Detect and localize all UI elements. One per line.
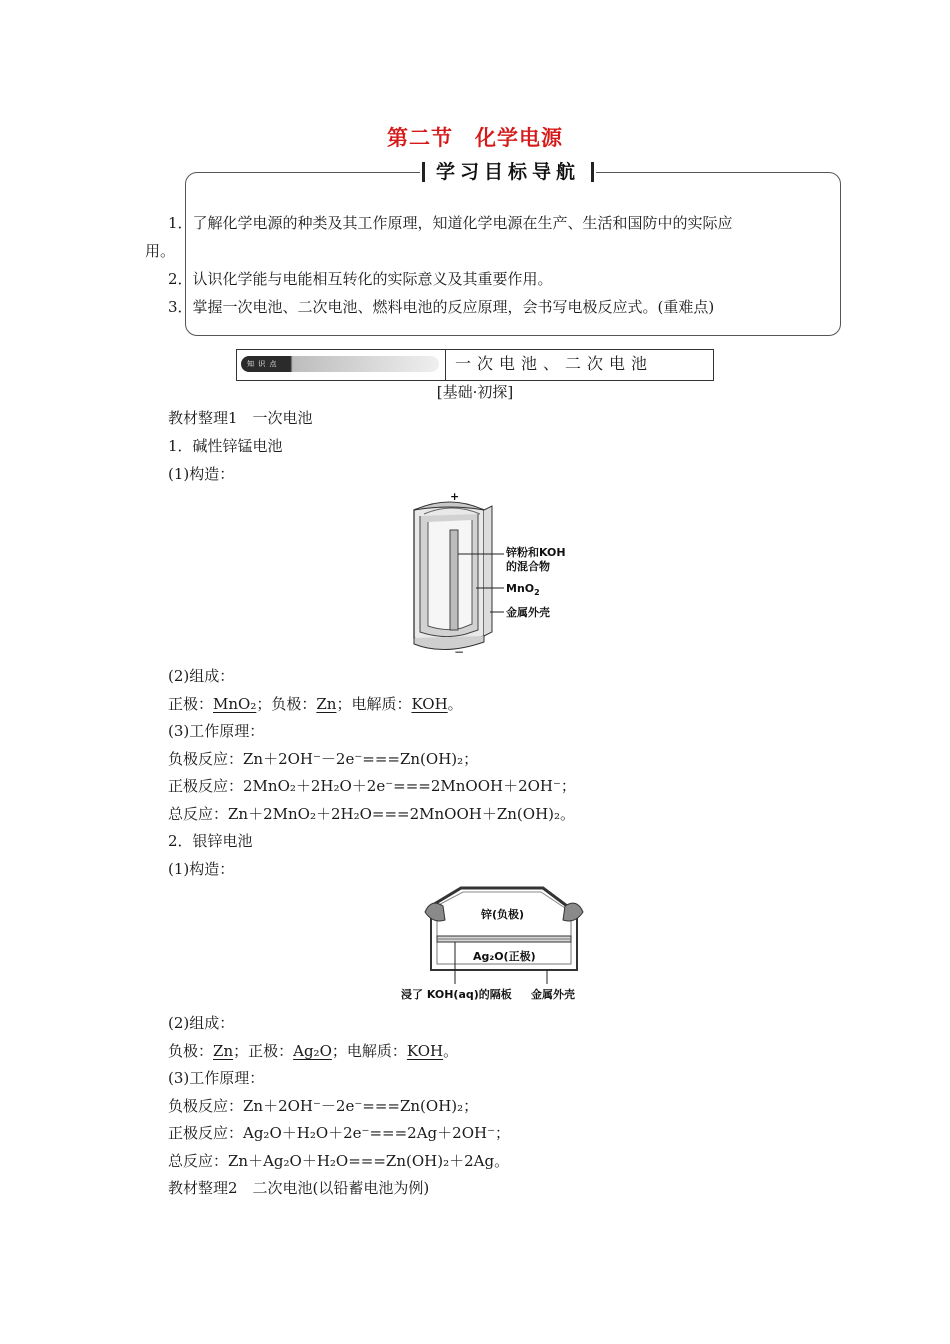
pos-label: 正极： (168, 695, 214, 713)
neg-label: 负极： (168, 1042, 214, 1060)
ele-value: KOH (406, 1042, 444, 1060)
pos-label: ；正极： (233, 1042, 294, 1060)
page-title: 第二节 化学电源 (387, 125, 563, 150)
knowledge-point-title: 一次电池、二次电池 (455, 354, 654, 373)
label-separator: 浸了 KOH(aq)的隔板 (401, 988, 512, 1001)
battery2-structure-label: (1)构造： (168, 860, 235, 878)
battery2-composition-label: (2)组成： (168, 1014, 235, 1032)
plus-terminal: + (450, 490, 460, 503)
label-zinc-koh-2: 的混合物 (506, 560, 550, 573)
knowledge-point-bar (236, 349, 714, 381)
end-mark: 。 (447, 695, 463, 713)
battery1-negative: 负极反应：Zn＋2OH⁻－2e⁻===Zn(OH)₂； (168, 750, 479, 768)
knowledge-point-tag (237, 350, 446, 380)
section2-heading: 教材整理2 二次电池(以铅蓄电池为例) (168, 1179, 430, 1197)
section1-heading: 教材整理1 一次电池 (168, 409, 313, 427)
knowledge-point-label: 知 识 点 (247, 360, 278, 368)
objective-1-cont: 用。 (145, 242, 176, 260)
battery1-composition (168, 694, 463, 714)
label-metal-shell-2: 金属外壳 (531, 988, 575, 1001)
battery2-composition (168, 1041, 458, 1061)
battery2-positive: 正极反应：Ag₂O＋H₂O＋2e⁻===2Ag＋2OH⁻； (168, 1124, 510, 1142)
knowledge-point-subtitle: [基础·初探] (436, 383, 514, 401)
battery1-total: 总反应：Zn＋2MnO₂＋2H₂O===2MnOOH＋Zn(OH)₂。 (168, 805, 576, 823)
pos-value: MnO₂ (213, 695, 257, 713)
battery2-total: 总反应：Zn＋Ag₂O＋H₂O===Zn(OH)₂＋2Ag。 (168, 1152, 510, 1170)
battery1-structure-label: (1)构造： (168, 465, 235, 483)
battery2-heading: 2．银锌电池 (168, 832, 253, 850)
neg-label: ；负极： (256, 695, 317, 713)
label-zinc-koh-1: 锌粉和KOH (506, 546, 566, 559)
neg-value: Zn (213, 1042, 234, 1060)
ele-value: KOH (411, 695, 448, 713)
label-metal-shell: 金属外壳 (506, 606, 550, 619)
ele-label: ；电解质： (331, 1042, 407, 1060)
pos-value: Ag₂O (293, 1042, 332, 1060)
label-zinc-negative: 锌(负极) (481, 908, 525, 921)
ele-label: ；电解质： (336, 695, 412, 713)
end-mark: 。 (443, 1042, 459, 1060)
battery1-positive: 正极反应：2MnO₂＋2H₂O＋2e⁻===2MnOOH＋2OH⁻； (168, 777, 576, 795)
label-mno2: MnO$_2$ (506, 582, 540, 597)
neg-value: Zn (316, 695, 337, 713)
alkaline-battery-diagram (400, 490, 600, 660)
objective-3: 3．掌握一次电池、二次电池、燃料电池的反应原理，会书写电极反应式。(重难点) (168, 298, 715, 316)
battery1-principle-label: (3)工作原理： (168, 722, 265, 740)
objective-2: 2．认识化学能与电能相互转化的实际意义及其重要作用。 (168, 270, 553, 288)
objectives-banner: 学习目标导航 (420, 158, 596, 186)
battery1-heading: 1．碱性锌锰电池 (168, 437, 283, 455)
battery2-principle-label: (3)工作原理： (168, 1069, 265, 1087)
silver-zinc-battery-diagram (395, 884, 595, 1006)
label-ag2o-positive: Ag₂O(正极) (473, 950, 536, 963)
objective-1: 1．了解化学电源的种类及其工作原理，知道化学电源在生产、生活和国防中的实际应 (168, 214, 733, 232)
battery1-composition-label: (2)组成： (168, 667, 235, 685)
minus-terminal: − (454, 645, 465, 659)
battery2-negative: 负极反应：Zn＋2OH⁻－2e⁻===Zn(OH)₂； (168, 1097, 479, 1115)
